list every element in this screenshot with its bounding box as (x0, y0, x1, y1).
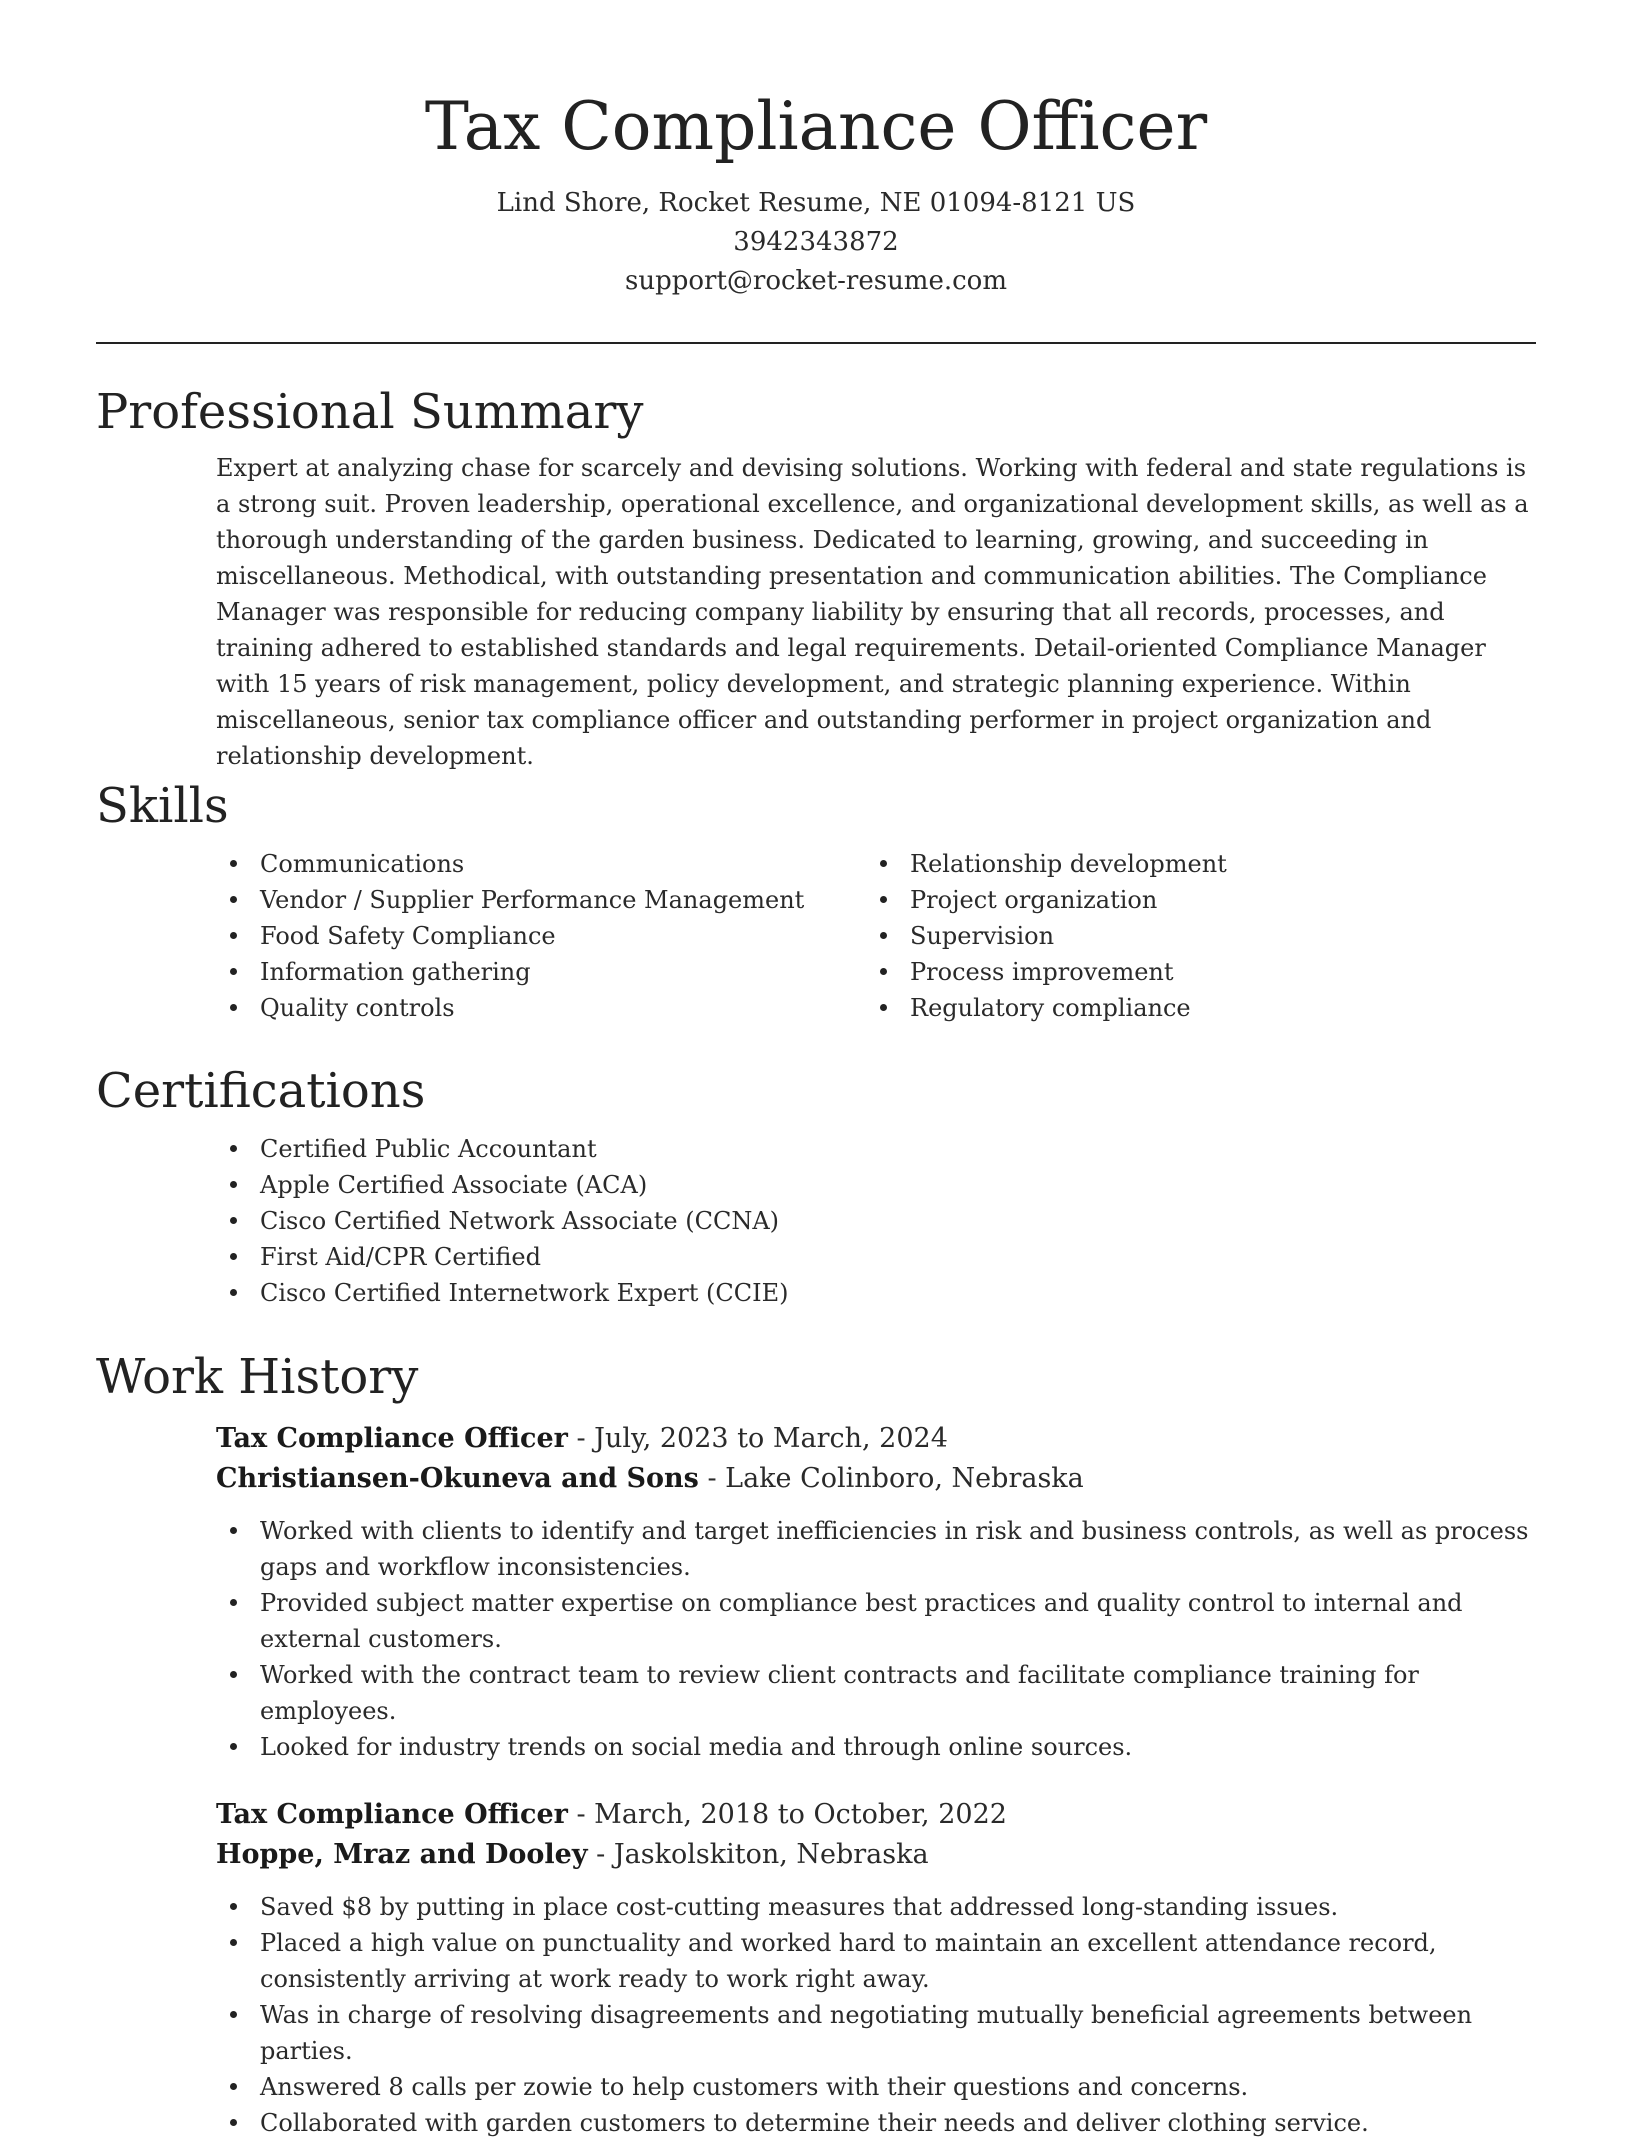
job-company-line (216, 1835, 1536, 1875)
skills-list-left (216, 846, 866, 1026)
summary-text: Expert at analyzing chase for scarcely and devising solutions. Working with federal and state regulations is a strong suit. Proven leadership, operational excellence, and organizational development skills, as well as a thorough understanding of the garden business. Dedicated to learning, growing, and succeeding in miscellaneous. Methodical, with outstanding presentation and communication abilities. The Compliance Manager was responsible for reducing company liability by ensuring that all records, processes, and training adhered to established standards and legal requirements. Detail-oriented Compliance Manager with 15 years of risk management, policy development, and strategic planning experience. Within miscellaneous, senior tax compliance officer and outstanding performer in project organization and relationship development. (216, 454, 1529, 770)
job-location: - Lake Colinboro, Nebraska (698, 1463, 1084, 1494)
job-bullets (216, 1889, 1536, 2141)
job-title-line (216, 1795, 1536, 1835)
job-dates: - March, 2018 to October, 2022 (567, 1799, 1007, 1830)
skill-item: Vendor / Supplier Performance Management (216, 882, 866, 918)
skills-grid (216, 846, 1536, 1026)
skills-heading: Skills (96, 778, 229, 834)
work-history-heading: Work History (96, 1349, 419, 1405)
contact-phone: 3942343872 (733, 227, 899, 257)
skill-item: Regulatory compliance (866, 990, 1516, 1026)
job-location: - Jaskolskiton, Nebraska (587, 1839, 929, 1870)
candidate-name: Tax Compliance Officer (424, 88, 1208, 165)
summary-heading: Professional Summary (96, 384, 644, 440)
skill-item: Relationship development (866, 846, 1516, 882)
certifications-heading: Certifications (96, 1063, 426, 1119)
job-dates: - July, 2023 to March, 2024 (567, 1423, 948, 1454)
job-bullet: Collaborated with garden customers to determine their needs and deliver clothing service. (216, 2105, 1536, 2141)
skill-item: Communications (216, 846, 866, 882)
certifications-section (96, 1059, 1536, 1311)
skill-item: Information gathering (216, 954, 866, 990)
skills-list-right (866, 846, 1516, 1026)
skills-section (96, 774, 1536, 1026)
resume-header (0, 0, 1632, 301)
job-bullet: Answered 8 calls per zowie to help customers with their questions and concerns. (216, 2069, 1536, 2105)
job-bullets (216, 1513, 1536, 1765)
certifications-list (216, 1131, 1536, 1311)
certification-item: Cisco Certified Internetwork Expert (CCIE) (216, 1275, 1536, 1311)
job-bullet: Provided subject matter expertise on compliance best practices and quality control to internal and external customers. (216, 1585, 1536, 1657)
contact-address: Lind Shore, Rocket Resume, NE 01094-8121 US (496, 188, 1136, 218)
certification-item: Apple Certified Associate (ACA) (216, 1167, 1536, 1203)
job-title: Tax Compliance Officer (216, 1423, 568, 1454)
job-company: Hoppe, Mraz and Dooley (216, 1839, 588, 1870)
summary-section (96, 380, 1536, 774)
work-history-section (96, 1345, 1536, 2141)
certification-item: Cisco Certified Network Associate (CCNA) (216, 1203, 1536, 1239)
skill-item: Process improvement (866, 954, 1516, 990)
job-bullet: Worked with the contract team to review client contracts and facilitate compliance training for employees. (216, 1657, 1536, 1729)
job-bullet: Worked with clients to identify and target inefficiencies in risk and business controls, as well as process gaps and workflow inconsistencies. (216, 1513, 1536, 1585)
job-entry (216, 1419, 1536, 1765)
job-bullet: Was in charge of resolving disagreements and negotiating mutually beneficial agreements between parties. (216, 1997, 1536, 2069)
skill-item: Project organization (866, 882, 1516, 918)
certification-item: First Aid/CPR Certified (216, 1239, 1536, 1275)
job-bullet: Placed a high value on punctuality and worked hard to maintain an excellent attendance record, consistently arriving at work ready to work right away. (216, 1925, 1536, 1997)
skill-item: Supervision (866, 918, 1516, 954)
job-title-line (216, 1419, 1536, 1459)
contact-block (0, 184, 1632, 301)
job-entry (216, 1795, 1536, 2141)
header-divider (96, 342, 1536, 344)
certification-item: Certified Public Accountant (216, 1131, 1536, 1167)
skill-item: Quality controls (216, 990, 866, 1026)
job-company: Christiansen-Okuneva and Sons (216, 1463, 699, 1494)
job-bullet: Looked for industry trends on social media and through online sources. (216, 1729, 1536, 1765)
job-title: Tax Compliance Officer (216, 1799, 568, 1830)
contact-email: support@rocket-resume.com (624, 266, 1007, 296)
job-company-line (216, 1459, 1536, 1499)
job-bullet: Saved $8 by putting in place cost-cutting measures that addressed long-standing issues. (216, 1889, 1536, 1925)
skill-item: Food Safety Compliance (216, 918, 866, 954)
